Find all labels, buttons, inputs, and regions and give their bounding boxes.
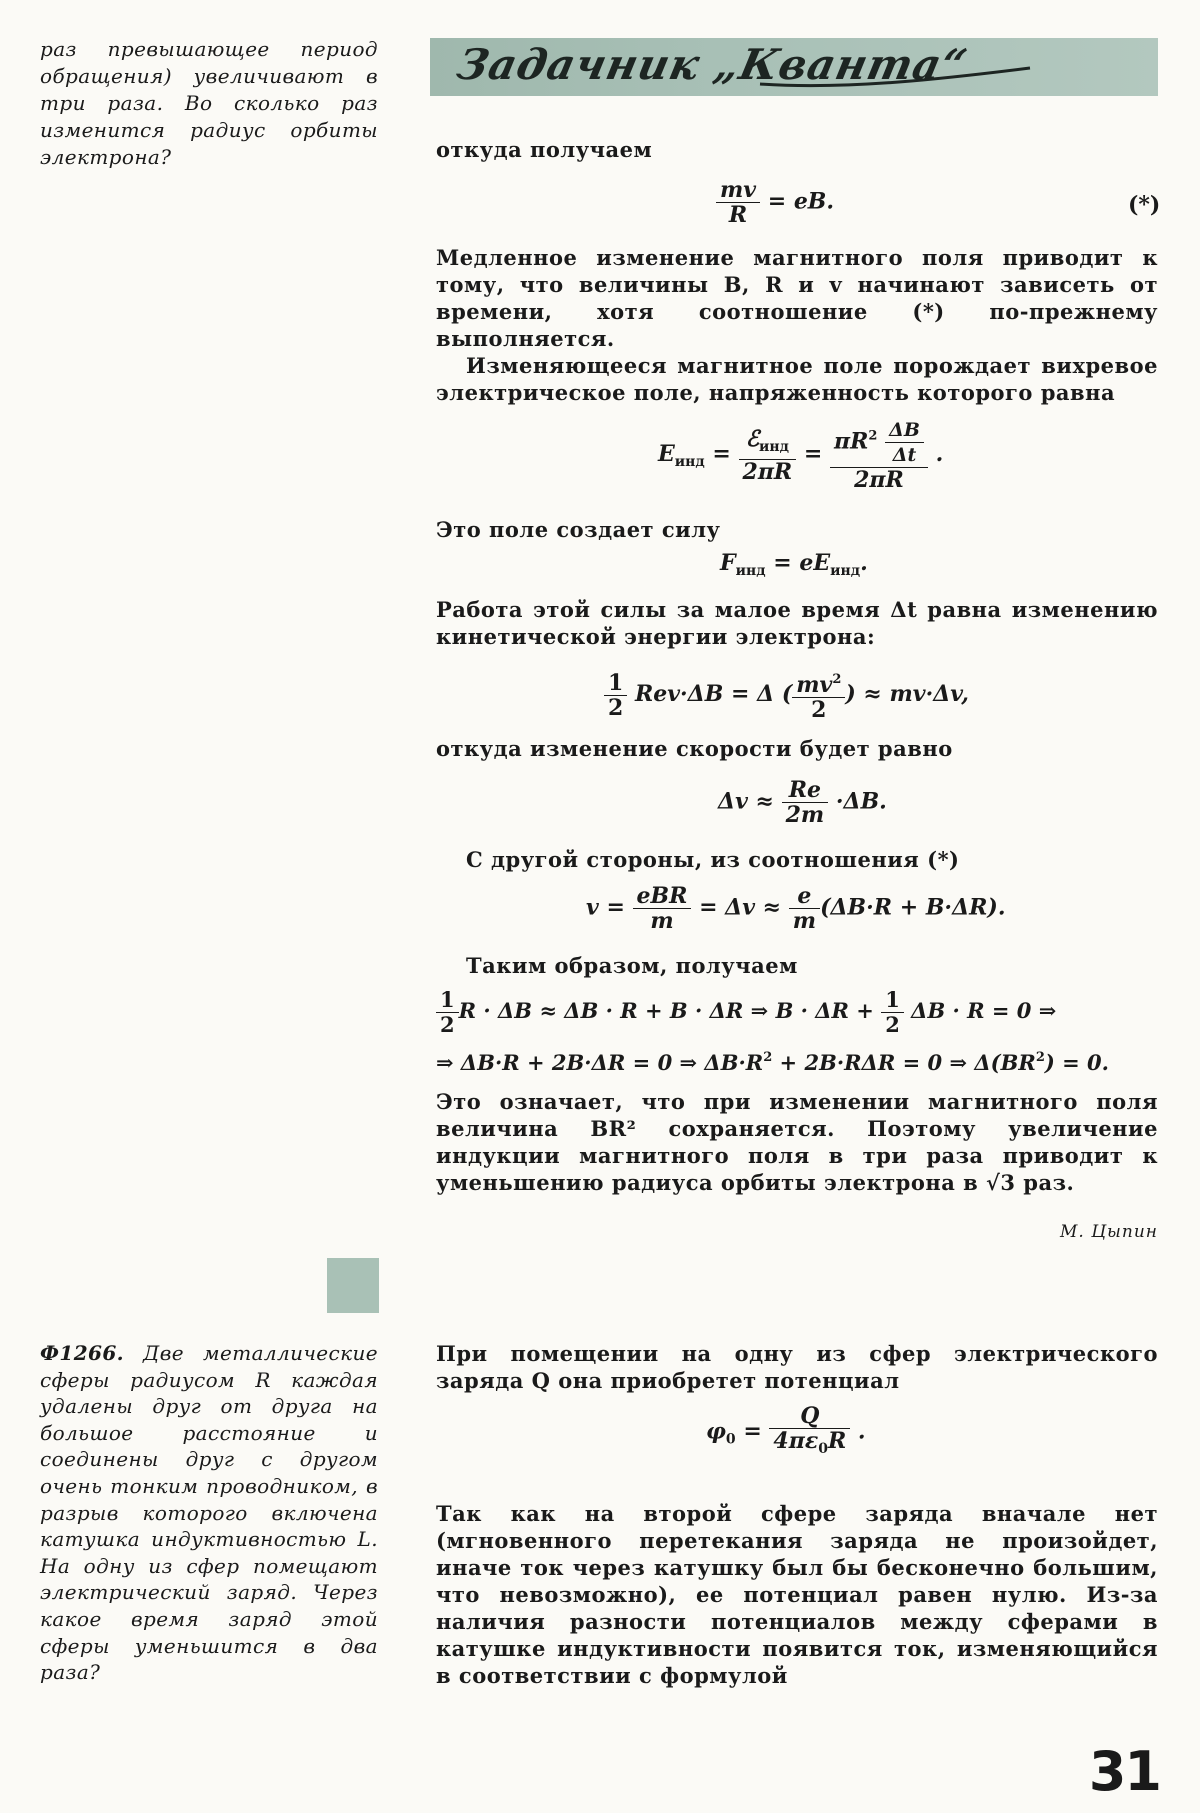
solution-para-9: Это означает, что при изменении магнитного поля величина BR² сохраняется. Поэтому увеличение индукции магнитного поля в три раза приводит к уменьшению радиуса орбиты электрона в √3 раз. — [436, 1089, 1158, 1195]
solution-para-3: Изменяющееся магнитное поле порождает вихревое электрическое поле, напряженность которого равна — [436, 353, 1158, 405]
equation-f-ind: $F_{инд} = eE_{инд}$. — [720, 550, 868, 579]
solution-para-4: Это поле создает силу — [436, 517, 721, 542]
solution-para-6: откуда изменение скорости будет равно — [436, 736, 953, 761]
solution-para-5: Работа этой силы за малое время Δt равна изменению кинетической энергии электрона: — [436, 597, 1158, 649]
section-banner — [430, 38, 1158, 96]
equation-star-label: (*) — [1128, 192, 1161, 218]
solution-para-7: С другой стороны, из соотношения (*) — [466, 847, 960, 872]
solution-para-2: Медленное изменение магнитного поля приводит к тому, что величины B, R и v начинают зависеть от времени, хотя соотношение (*) по-прежнему выполняется. — [436, 245, 1158, 351]
solution-para-8: Таким образом, получаем — [466, 953, 798, 978]
sidebar-question-continuation — [40, 36, 378, 171]
problem-text: Две металлические сферы радиусом R каждая удалены друг от друга на большое расстояние и соединены друг с другом очень тонким проводником, в разрыв которого включена катушка индуктивностью L. На одну из сфер помещают электрический заряд. Через какое время заряд этой сферы уменьшится в два раза? — [40, 1341, 378, 1685]
equation-derivation-line-1: $\frac{1}{2}$ R · ΔB ≈ ΔB · R + B · ΔR ⇒ B · ΔR + $\frac{1}{2}$ ΔB · R = 0 ⇒ — [436, 988, 1056, 1037]
equation-v-ebr: v = $\frac{\text{eBR}}{m}$ = Δv ≈ $\frac{e}{m}$ (ΔB·R + B·ΔR). — [586, 883, 1006, 934]
solution-f1266-para-1: При помещении на одну из сфер электрического заряда Q она приобретет потенциал — [436, 1341, 1158, 1393]
section-title: Задачник „Кванта“ — [452, 40, 972, 89]
problem-f1266 — [40, 1340, 378, 1686]
problem-label: Ф1266. — [40, 1341, 125, 1365]
author-signature: М. Цыпин — [1060, 1222, 1158, 1242]
equation-delta-v: Δv ≈ $\frac{Re}{2m}$ ·ΔB. — [718, 777, 887, 828]
equation-e-ind: $E_{инд}$ = $\frac{ℰ_{инд}}{2\pi R}$ = $\pi R^2$ $\frac{\Delta B}{\Delta t}$ 2πR . — [658, 419, 944, 493]
sidebar-question-text: раз превышающее период обращения) увеличивают в три раза. Во сколько раз изменится радиус орбиты электрона? — [40, 37, 378, 169]
solution-para-1: откуда получаем — [436, 137, 653, 162]
solution-f1266-para-2: Так как на второй сфере заряда вначале нет (мгновенного перетекания заряда не произойдет, иначе ток через катушку был бы бесконечно большим, что невозможно), ее потенциал равен нулю. Из-за наличия разности потенциалов между сферами в катушке индуктивности появится ток, изменяющийся в соответствии с формулой — [436, 1501, 1158, 1688]
equation-mv-r-eb: $\frac{mv}{R}$ = eB. — [716, 178, 834, 227]
equation-work-energy: $\frac{1}{2}$ Rev·ΔB = Δ ( $\frac{mv^2}{2}$ ) ≈ mv·Δv, — [604, 668, 969, 722]
decorative-swatch — [327, 1258, 379, 1313]
page-number: 31 — [1088, 1740, 1160, 1803]
equation-derivation-line-2: ⇒ ΔB·R + 2B·ΔR = 0 ⇒ $\Delta B\cdot R^2 + 2B\cdot R\Delta R = 0$ ⇒ $\Delta(BR^2) = 0$. — [436, 1050, 1109, 1075]
equation-phi0: $\varphi_0$ = $\frac{Q}{4\pi\varepsilon_0R}$ . — [706, 1403, 866, 1457]
